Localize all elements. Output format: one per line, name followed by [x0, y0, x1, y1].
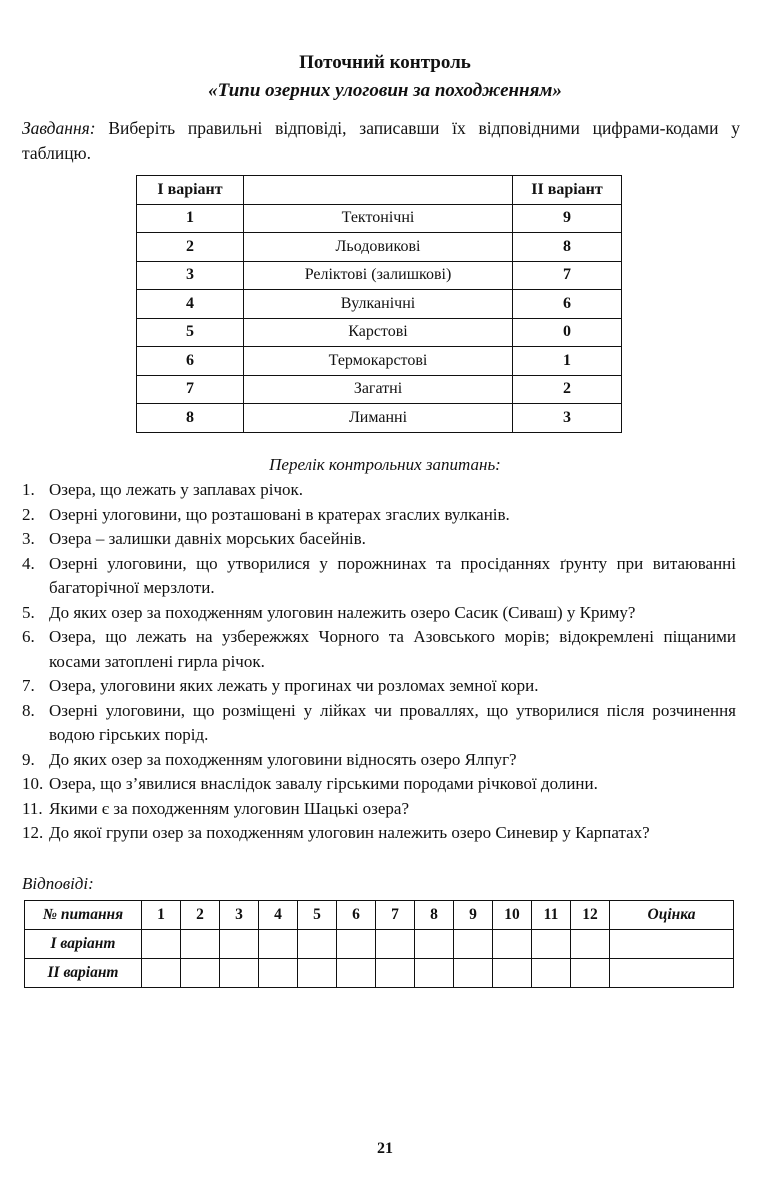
code-variant-1: 4	[137, 290, 244, 319]
question-number: 6.	[22, 627, 35, 646]
grade-cell[interactable]	[610, 959, 734, 988]
question-number: 11.	[22, 798, 43, 818]
task-instructions	[22, 116, 740, 166]
question-text: Озерні улоговини, що розміщені у лійках чи проваллях, що утворилися після розчинення водою гірських порід.	[49, 700, 736, 744]
question-number: 3.	[22, 529, 35, 548]
answer-cell[interactable]	[259, 930, 298, 959]
table-header-row	[137, 176, 622, 205]
answer-cell[interactable]	[571, 959, 610, 988]
code-variant-2: 9	[513, 204, 622, 233]
question-text: Озерні улоговини, що утворилися у порожнинах та просіданнях ґрунту при витаюванні багаторічної мерзлоти.	[49, 553, 736, 597]
answer-cell[interactable]	[532, 959, 571, 988]
table-row	[137, 290, 622, 319]
answer-cell[interactable]	[220, 959, 259, 988]
question-text: До якої групи озер за походженням улоговин належить озеро Синевир у Карпатах?	[49, 823, 650, 842]
list-item	[22, 601, 736, 626]
table-row	[137, 347, 622, 376]
answer-column-number: 2	[181, 901, 220, 930]
list-item	[22, 772, 736, 797]
list-item	[22, 527, 736, 552]
table-row	[137, 404, 622, 433]
question-number: 5.	[22, 602, 35, 622]
answer-column-number: 10	[493, 901, 532, 930]
answer-cell[interactable]	[493, 959, 532, 988]
answer-cell[interactable]	[532, 930, 571, 959]
question-number: 8.	[22, 700, 35, 720]
question-number: 7.	[22, 676, 35, 695]
answer-column-number: 6	[337, 901, 376, 930]
lake-type: Карстові	[244, 318, 513, 347]
code-variant-2: 7	[513, 261, 622, 290]
page-subtitle: «Типи озерних улоговин за походженням»	[208, 80, 562, 101]
code-variant-2: 0	[513, 318, 622, 347]
answers-header-row	[25, 901, 734, 930]
question-number: 4.	[22, 553, 35, 573]
answer-column-number: 1	[142, 901, 181, 930]
question-number-header: № питання	[25, 901, 142, 930]
list-item	[22, 503, 736, 528]
answer-cell[interactable]	[415, 959, 454, 988]
answers-table	[24, 900, 734, 988]
header-variant-1: I варіант	[137, 176, 244, 205]
answer-cell[interactable]	[415, 930, 454, 959]
table-row	[137, 375, 622, 404]
answer-column-number: 7	[376, 901, 415, 930]
answer-cell[interactable]	[454, 959, 493, 988]
question-text: Озера, улоговини яких лежать у прогинах чи розломах земної кори.	[49, 676, 539, 695]
list-item	[22, 797, 736, 822]
answer-column-number: 5	[298, 901, 337, 930]
code-variant-1: 2	[137, 233, 244, 262]
answer-cell[interactable]	[142, 959, 181, 988]
page-title: Поточний контроль	[299, 52, 471, 73]
list-item	[22, 674, 736, 699]
answer-cell[interactable]	[181, 930, 220, 959]
list-item	[22, 625, 736, 674]
code-variant-1: 1	[137, 204, 244, 233]
code-variant-1: 7	[137, 375, 244, 404]
list-item	[22, 821, 736, 846]
answer-cell[interactable]	[454, 930, 493, 959]
list-item	[22, 478, 736, 503]
answer-column-number: 12	[571, 901, 610, 930]
answer-cell[interactable]	[337, 959, 376, 988]
question-text: До яких озер за походженням улоговин належить озеро Сасик (Сиваш) у Криму?	[49, 602, 636, 622]
page-number: 21	[377, 1140, 393, 1157]
task-label: Завдання:	[22, 118, 96, 138]
question-text: До яких озер за походженням улоговини відносять озеро Ялпуг?	[49, 749, 517, 769]
row-label-variant-2: II варіант	[25, 959, 142, 988]
answer-column-number: 4	[259, 901, 298, 930]
header-type	[244, 176, 513, 205]
lake-type: Реліктові (залишкові)	[244, 261, 513, 290]
answer-column-number: 3	[220, 901, 259, 930]
answer-cell[interactable]	[259, 959, 298, 988]
answer-column-number: 9	[454, 901, 493, 930]
answer-column-number: 11	[532, 901, 571, 930]
lake-types-table	[136, 175, 622, 433]
code-variant-2: 2	[513, 375, 622, 404]
table-row	[137, 318, 622, 347]
grade-header: Оцінка	[610, 901, 734, 930]
lake-type: Загатні	[244, 375, 513, 404]
list-item	[22, 748, 736, 773]
answer-cell[interactable]	[571, 930, 610, 959]
code-variant-1: 3	[137, 261, 244, 290]
lake-type: Льодовикові	[244, 233, 513, 262]
answer-cell[interactable]	[298, 930, 337, 959]
answer-cell[interactable]	[181, 959, 220, 988]
answer-cell[interactable]	[298, 959, 337, 988]
code-variant-2: 8	[513, 233, 622, 262]
code-variant-2: 3	[513, 404, 622, 433]
lake-type: Лиманні	[244, 404, 513, 433]
question-text: Озера, що лежать на узбережжях Чорного та Азовського морів; відокремлені піщаними косами затоплені гирла річок.	[49, 627, 736, 671]
question-text: Озера, що з’явилися внаслідок завалу гірськими породами річкової долини.	[49, 774, 598, 793]
question-text: Озерні улоговини, що розташовані в кратерах згаслих вулканів.	[49, 504, 510, 524]
table-row	[137, 233, 622, 262]
questions-list	[22, 478, 736, 846]
table-row	[137, 204, 622, 233]
answer-cell[interactable]	[493, 930, 532, 959]
task-text: Виберіть правильні відповіді, записавши їх відповідними цифрами-кодами у таблицю.	[22, 118, 740, 163]
question-number: 12.	[22, 823, 44, 842]
question-text: Озера, що лежать у заплавах річок.	[49, 480, 304, 499]
answer-cell[interactable]	[337, 930, 376, 959]
answer-cell[interactable]	[142, 930, 181, 959]
answers-row-variant-2	[25, 959, 734, 988]
questions-heading: Перелік контрольних запитань:	[269, 455, 501, 474]
question-text: Якими є за походженням улоговин Шацькі озера?	[49, 798, 410, 818]
list-item	[22, 699, 736, 748]
code-variant-2: 1	[513, 347, 622, 376]
question-number: 2.	[22, 504, 35, 524]
code-variant-1: 5	[137, 318, 244, 347]
code-variant-1: 6	[137, 347, 244, 376]
grade-cell[interactable]	[610, 930, 734, 959]
code-variant-1: 8	[137, 404, 244, 433]
answers-row-variant-1	[25, 930, 734, 959]
answer-column-number: 8	[415, 901, 454, 930]
lake-type: Вулканічні	[244, 290, 513, 319]
table-row	[137, 261, 622, 290]
question-number: 10.	[22, 774, 44, 793]
row-label-variant-1: I варіант	[25, 930, 142, 959]
answer-cell[interactable]	[220, 930, 259, 959]
question-number: 1.	[22, 480, 35, 499]
question-number: 9.	[22, 749, 35, 769]
lake-type: Тектонічні	[244, 204, 513, 233]
header-variant-2: II варіант	[513, 176, 622, 205]
lake-type: Термокарстові	[244, 347, 513, 376]
answers-heading: Відповіді:	[22, 874, 94, 893]
answer-cell[interactable]	[376, 930, 415, 959]
code-variant-2: 6	[513, 290, 622, 319]
question-text: Озера – залишки давніх морських басейнів.	[49, 529, 366, 548]
list-item	[22, 552, 736, 601]
answer-cell[interactable]	[376, 959, 415, 988]
